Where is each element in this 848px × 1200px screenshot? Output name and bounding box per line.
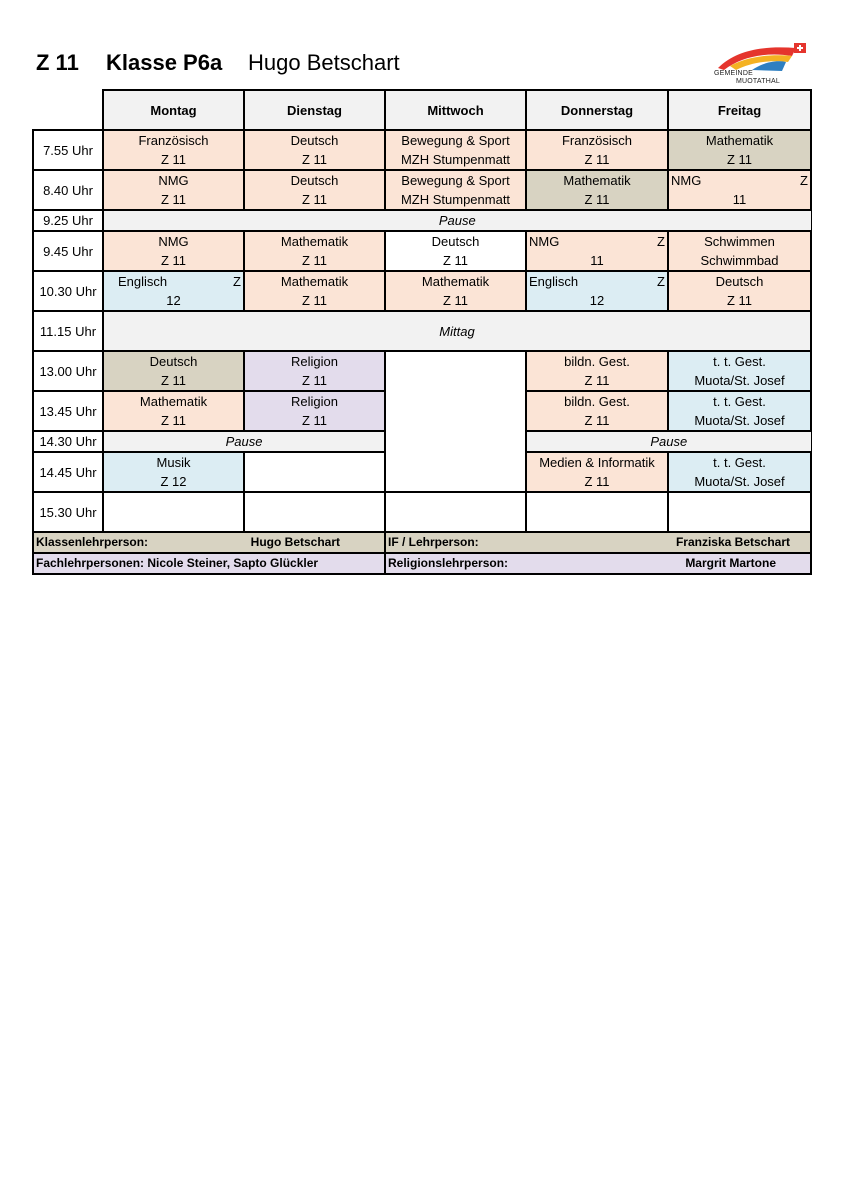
lesson-do-8	[526, 391, 668, 431]
room: 12	[166, 293, 181, 308]
subject: NMG	[158, 234, 189, 249]
pause-afternoon-left: Pause	[103, 431, 385, 452]
lesson-do-10	[526, 452, 668, 492]
room: Z 11	[442, 293, 469, 308]
room: Muota/St. Josef	[694, 373, 785, 388]
subject: Englisch	[529, 274, 579, 289]
time-0925: 9.25 Uhr	[33, 210, 103, 231]
subject: Bewegung & Sport	[401, 173, 510, 188]
klassenlehrperson-name: Hugo Betschart	[250, 535, 340, 549]
day-wednesday: Mittwoch	[385, 90, 526, 130]
lesson-mi-5	[385, 271, 526, 311]
lesson-fr-5	[668, 271, 811, 311]
room-prefix: Z	[657, 234, 665, 249]
subject: Mathematik	[139, 394, 208, 409]
time-1430: 14.30 Uhr	[33, 431, 103, 452]
room: 11	[590, 253, 604, 268]
day-header-row	[33, 90, 811, 130]
room: Z 11	[726, 152, 753, 167]
fachlehrpersonen-inner	[34, 554, 384, 573]
room: Z 11	[301, 413, 328, 428]
day-monday: Montag	[103, 90, 244, 130]
religionslehrperson-cell	[385, 553, 811, 574]
time-0755: 7.55 Uhr	[33, 130, 103, 170]
room-prefix: Z	[657, 274, 665, 289]
subject: Englisch	[118, 274, 168, 289]
room: Z 11	[442, 253, 469, 268]
subject: NMG	[158, 173, 189, 188]
lesson-mo-4	[103, 231, 244, 271]
lesson-mo-11-empty	[103, 492, 244, 532]
lesson-di-1	[244, 130, 385, 170]
subject: Bewegung & Sport	[401, 133, 510, 148]
subject-line	[527, 272, 667, 291]
klassenlehrperson-label: Klassenlehrperson:	[36, 535, 149, 549]
subject: Medien & Informatik	[539, 455, 655, 470]
lesson-fr-1	[668, 130, 811, 170]
day-tuesday: Dienstag	[244, 90, 385, 130]
lesson-do-5	[526, 271, 668, 311]
corner-cell	[33, 90, 103, 130]
row-0945	[33, 231, 811, 271]
subject: t. t. Gest.	[713, 394, 766, 409]
lesson-di-4	[244, 231, 385, 271]
row-0755	[33, 130, 811, 170]
lesson-mi-1	[385, 130, 526, 170]
lesson-mo-7	[103, 351, 244, 391]
lesson-fr-11-empty	[668, 492, 811, 532]
subject: Französisch	[138, 133, 209, 148]
subject-line	[669, 171, 810, 190]
subject: Mathematik	[421, 274, 490, 289]
religionslehrperson-name: Margrit Martone	[685, 556, 776, 570]
room: Z 11	[726, 293, 753, 308]
teacher-title: Hugo Betschart	[248, 50, 400, 75]
lesson-di-7	[244, 351, 385, 391]
if-lehrperson-cell	[385, 532, 811, 553]
subject: Mathematik	[705, 133, 774, 148]
footer-row-2	[33, 553, 811, 574]
lesson-mi-afternoon-empty	[385, 351, 526, 492]
class-title: Klasse P6a	[106, 50, 223, 75]
time-1445: 14.45 Uhr	[33, 452, 103, 492]
subject: t. t. Gest.	[713, 455, 766, 470]
subject: bildn. Gest.	[564, 394, 630, 409]
time-1030: 10.30 Uhr	[33, 271, 103, 311]
room-prefix: Z	[233, 274, 241, 289]
room: Z 11	[301, 373, 328, 388]
subject: NMG	[671, 173, 702, 188]
subject-line	[104, 272, 243, 291]
subject: Schwimmen	[704, 234, 775, 249]
lesson-fr-8	[668, 391, 811, 431]
room: Z 11	[160, 192, 187, 207]
room: 11	[732, 192, 747, 207]
lesson-di-2	[244, 170, 385, 210]
if-lehrperson-label: IF / Lehrperson:	[388, 535, 479, 549]
room: Z 11	[584, 152, 610, 167]
lesson-di-11-empty	[244, 492, 385, 532]
room: Z 11	[160, 413, 187, 428]
time-1115: 11.15 Uhr	[33, 311, 103, 351]
lesson-mi-11-empty	[385, 492, 526, 532]
room: Z 11	[160, 253, 187, 268]
time-1530: 15.30 Uhr	[33, 492, 103, 532]
logo-swoosh-icon	[712, 42, 812, 72]
if-lehrperson-name: Franziska Betschart	[675, 535, 790, 549]
subject: t. t. Gest.	[713, 354, 766, 369]
subject-line	[527, 232, 667, 251]
lesson-mo-10	[103, 452, 244, 492]
subject: Musik	[156, 455, 191, 470]
room: MZH Stumpenmatt	[400, 152, 511, 167]
time-0840: 8.40 Uhr	[33, 170, 103, 210]
lesson-do-7	[526, 351, 668, 391]
logo-text-line2: MUOTATHAL	[736, 78, 780, 85]
fachlehrpersonen-label: Fachlehrpersonen: Nicole Steiner, Sapto Glückler	[36, 556, 319, 570]
fachlehrpersonen-cell	[33, 553, 385, 574]
lesson-mo-1	[103, 130, 244, 170]
room: Z 11	[301, 152, 328, 167]
room: Z 11	[584, 192, 610, 207]
subject: Deutsch	[290, 133, 339, 148]
lesson-fr-4	[668, 231, 811, 271]
room: 12	[589, 293, 605, 308]
footer-row-1	[33, 532, 811, 553]
lesson-mi-4	[385, 231, 526, 271]
lesson-do-4	[526, 231, 668, 271]
row-1030	[33, 271, 811, 311]
lesson-mo-2	[103, 170, 244, 210]
klassenlehrperson-cell	[33, 532, 385, 553]
room-prefix: Z	[800, 173, 808, 188]
subject: bildn. Gest.	[564, 354, 630, 369]
subject: Religion	[291, 354, 338, 369]
room: Z 11	[301, 192, 328, 207]
page-header	[36, 50, 400, 84]
logo-text-line1: GEMEINDE	[714, 70, 753, 77]
gemeinde-muotathal-logo	[712, 42, 812, 88]
row-0840	[33, 170, 811, 210]
subject: Mathematik	[563, 173, 631, 188]
mittag-break: Mittag	[103, 311, 811, 351]
lesson-di-8	[244, 391, 385, 431]
subject: Deutsch	[431, 234, 480, 249]
subject: Deutsch	[715, 274, 764, 289]
lesson-do-1	[526, 130, 668, 170]
row-1115-mittag	[33, 311, 811, 351]
day-friday: Freitag	[668, 90, 811, 130]
room: Muota/St. Josef	[694, 413, 785, 428]
row-1530	[33, 492, 811, 532]
subject: Deutsch	[149, 354, 198, 369]
row-1300	[33, 351, 811, 391]
subject: Französisch	[561, 133, 633, 148]
time-1345: 13.45 Uhr	[33, 391, 103, 431]
room: Z 11	[584, 474, 610, 489]
lesson-do-2	[526, 170, 668, 210]
subject: NMG	[529, 234, 560, 249]
lesson-mo-8	[103, 391, 244, 431]
room-title: Z 11	[36, 50, 79, 75]
subject: Mathematik	[280, 274, 349, 289]
room: Muota/St. Josef	[694, 474, 785, 489]
pause-morning: Pause	[103, 210, 811, 231]
lesson-di-10-empty	[244, 452, 385, 492]
lesson-fr-7	[668, 351, 811, 391]
time-0945: 9.45 Uhr	[33, 231, 103, 271]
room: Z 11	[160, 152, 187, 167]
room: Z 11	[301, 253, 328, 268]
day-thursday: Donnerstag	[526, 90, 668, 130]
subject: Deutsch	[290, 173, 339, 188]
lesson-di-5	[244, 271, 385, 311]
religionslehrperson-label: Religionslehrperson:	[388, 556, 509, 570]
room: Schwimmbad	[700, 253, 779, 268]
room: Z 12	[160, 474, 187, 489]
lesson-fr-10	[668, 452, 811, 492]
pause-afternoon-right: Pause	[526, 431, 811, 452]
lesson-fr-2	[668, 170, 811, 210]
room: Z 11	[584, 373, 610, 388]
room: Z 11	[301, 293, 328, 308]
row-0925-pause	[33, 210, 811, 231]
klassenlehrperson-inner	[34, 533, 384, 552]
room: Z 11	[160, 373, 187, 388]
religionslehrperson-inner	[386, 554, 810, 573]
lesson-mo-5	[103, 271, 244, 311]
lesson-do-11-empty	[526, 492, 668, 532]
lesson-mi-2	[385, 170, 526, 210]
room: MZH Stumpenmatt	[400, 192, 511, 207]
room: Z 11	[584, 413, 610, 428]
time-1300: 13.00 Uhr	[33, 351, 103, 391]
subject: Religion	[291, 394, 338, 409]
timetable	[32, 89, 812, 575]
subject: Mathematik	[280, 234, 349, 249]
if-lehrperson-inner	[386, 533, 810, 552]
